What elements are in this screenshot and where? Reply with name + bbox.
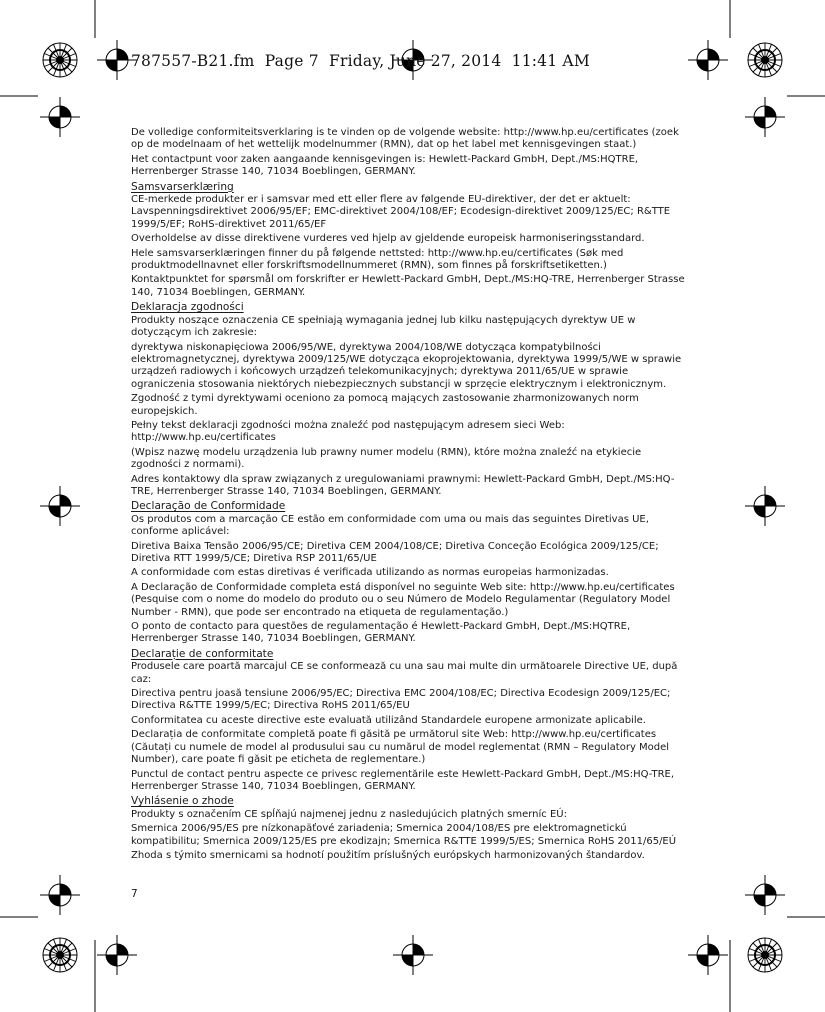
section-heading: Deklaracja zgodności [131,301,244,314]
section-slovak [131,795,693,862]
paragraph: Diretiva Baixa Tensão 2006/95/CE; Diretiva CEM 2004/108/CE; Diretiva Conceção Ecológica 2009/125/CE; Diretiva RTT 1999/5/CE; Diretiva RSP 2011/65/UE [131,540,659,564]
paragraph: Zhoda s týmito smernicami sa hodnotí použitím príslušných európskych harmonizovaných štandardov. [131,849,645,861]
section-heading: Declaração de Conformidade [131,500,286,513]
paragraph: Hele samsvarserklæringen finner du på følgende nettsted: http://www.hp.eu/certificates (Søk med produktmodellnavnet eller forskriftsmodellnummeret (RMN), som finnes på forskriftsetiketten.) [131,247,624,272]
paragraph: CE-merkede produkter er i samsvar med ett eller flere av følgende EU-direktiver, der det er aktuelt: Lavspenningsdirektivet 2006/95/EF; EMC-direktivet 2004/108/EF; Ecodesign-direktivet 2009/125/EC; R&TTE 1999/5/EF; RoHS-direktivet 2011/65/EF [131,194,671,230]
section-romanian [131,648,693,793]
paragraph: Kontaktpunktet for spørsmål om forskrifter er Hewlett-Packard GmbH, Dept./MS:HQ-TRE, Herrenberger Strasse 140, 71034 Boeblingen, GERMANY. [131,274,685,298]
section-heading: Vyhlásenie o zhode [131,795,234,808]
paragraph: Het contactpunt voor zaken aangaande kennisgevingen is: Hewlett-Packard GmbH, Dept./MS:HQTRE, Herrenberger Strasse 140, 71034 Boeblingen, GERMANY. [131,153,639,178]
paragraph: dyrektywa niskonapięciowa 2006/95/WE, dyrektywa 2004/108/WE dotycząca kompatybilności elektromagnetycznej, dyrektywa 2009/125/WE dotycząca ekoprojektowania, dyrektywa 1999/5/WE w sprawie urządzeń radiowych i końcowych urządzeń telekomunikacyjnych; dyrektywa 2011/65/UE w sprawie ograniczenia stosowania niektórych niebezpiecznych substancji w sprzęcie elektrycznym i elektronicznym. [131,341,682,390]
paragraph: Os produtos com a marcação CE estão em conformidade com uma ou mais das seguintes Diretivas UE, conforme aplicável: [131,513,649,538]
paragraph: (Wpisz nazwę modelu urządzenia lub prawny numer modelu (RMN), które można znaleźć na etykiecie zgodności z normami). [131,446,642,471]
paragraph: Produkty noszące oznaczenia CE spełniają wymagania jednej lub kilku następujących dyrektyw UE w dotyczącym ich zakresie: [131,314,636,339]
paragraph: Produkty s označením CE spĺňajú najmenej jednu z nasledujúcich platných smerníc EÚ: [131,808,567,820]
paragraph: Pełny tekst deklaracji zgodności można znaleźć pod następującym adresem sieci Web: http://www.hp.eu/certificates [131,419,565,444]
paragraph: Adres kontaktowy dla spraw związanych z uregulowaniami prawnymi: Hewlett-Packard GmbH, Dept./MS:HQ-TRE, Herrenberger Strasse 140, 71034 Boeblingen, GERMANY. [131,473,675,497]
paragraph: De volledige conformiteitsverklaring is te vinden op de volgende website: http://www.hp.eu/certificates (zoek op de modelnaam of het wettelijk modelnummer (RMN), dat op het label met kennisgevingen staat.) [131,127,679,151]
paragraph: A conformidade com estas diretivas é verificada utilizando as normas europeias harmonizadas. [131,567,609,579]
section-norwegian [131,181,693,300]
paragraph: Zgodność z tymi dyrektywami oceniono za pomocą mających zastosowanie zharmonizowanych norm europejskich. [131,393,639,417]
paragraph: Smernica 2006/95/ES pre nízkonapäťové zariadenia; Smernica 2004/108/ES pre elektromagnetickú kompatibilitu; Smernica 2009/125/ES pre ekodizajn; Smernica R&TTE 1999/5/ES; Smernica RoHS 2011/65/EÚ [131,823,677,847]
section-heading: Declarație de conformitate [131,647,274,660]
section-portuguese [131,500,693,645]
paragraph: O ponto de contacto para questões de regulamentação é Hewlett-Packard GmbH, Dept./MS:HQTRE, Herrenberger Strasse 140, 71034 Boeblingen, GERMANY. [131,621,631,645]
file-header: 787557-B21.fm Page 7 Friday, June 27, 2014 11:41 AM [131,52,590,70]
section-dutch [131,127,693,179]
paragraph: Punctul de contact pentru aspecte ce privesc reglementările este Hewlett-Packard GmbH, Dept./MS:HQ-TRE, Herrenberger Strasse 140, 71034 Boeblingen, GERMANY. [131,768,675,792]
paragraph: Directiva pentru joasă tensiune 2006/95/EC; Directiva EMC 2004/108/EC; Directiva Ecodesign 2009/125/EC; Directiva R&TTE 1999/5/EC; Directiva RoHS 2011/65/EU [131,688,671,712]
paragraph: A Declaração de Conformidade completa está disponível no seguinte Web site: http://www.hp.eu/certificates (Pesquise com o nome do modelo do produto ou o seu Número de Modelo Regulamentar (Regulatory Model Number - RMN), que pode ser encontrado na etiqueta de regulamentação.) [131,581,675,618]
paragraph: Produsele care poartă marcajul CE se conformează cu una sau mai multe din următoarele Directive UE, după caz: [131,661,678,685]
section-heading: Samsvarserklæring [131,180,234,193]
paragraph: Conformitatea cu aceste directive este evaluată utilizând Standardele europene armonizate aplicabile. [131,714,646,726]
page-number: 7 [131,888,138,900]
paragraph: Declarația de conformitate completă poate fi găsită pe următorul site Web: http://www.hp.eu/certificates (Căutați cu numele de model al produsului sau cu numărul de model reglementat (RMN – Regulatory Model Number), care poate fi găsit pe eticheta de reglementare.) [131,729,670,766]
section-polish [131,301,693,498]
paragraph: Overholdelse av disse direktivene vurderes ved hjelp av gjeldende europeisk harmoniseringsstandard. [131,233,645,245]
document-body [131,127,693,864]
